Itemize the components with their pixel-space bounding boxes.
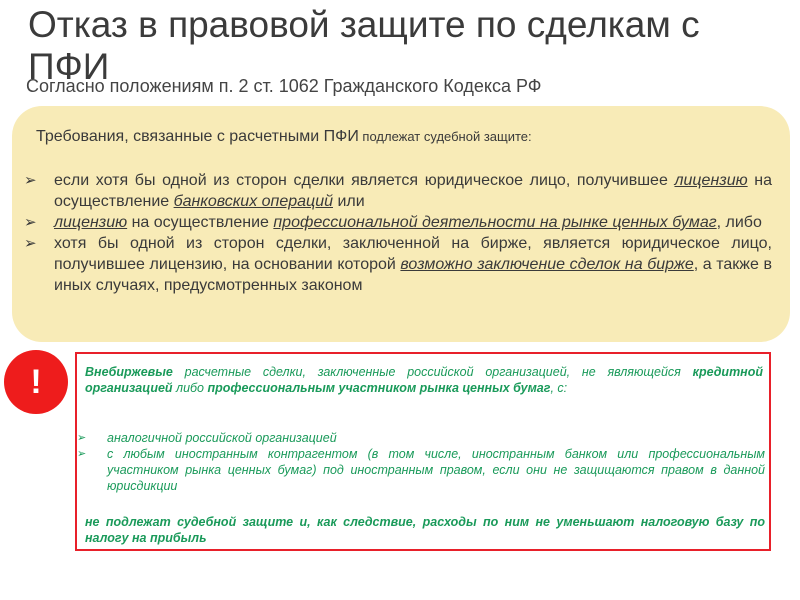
text: , с: — [550, 381, 568, 395]
subtitle: Согласно положениям п. 2 ст. 1062 Гражданского Кодекса РФ — [26, 76, 542, 96]
text: или — [333, 193, 365, 210]
arrow-bullet-icon: ➢ — [77, 448, 87, 460]
link-professional-activity: профессиональной деятельности на рынке ценных бумаг — [273, 214, 717, 231]
text: на осуществление — [127, 214, 274, 231]
text: расчетные сделки, заключенные российской организацией, не являющейся — [172, 365, 693, 379]
arrow-bullet-icon: ➢ — [77, 432, 87, 444]
requirements-list — [24, 170, 772, 296]
list-item — [24, 170, 772, 212]
alert-footer: не подлежат судебной защите и, как следствие, расходы по ним не уменьшают налоговую базу по налогу на прибыль — [85, 515, 765, 545]
text: если хотя бы одной из сторон сделки является юридическое лицо, получившее — [54, 172, 675, 189]
text: кредитной организацией — [85, 365, 763, 395]
heading-main: Требования, связанные с расчетными ПФИ — [36, 128, 359, 145]
text: с любым иностранным контрагентом (в том числе, иностранным банком или профессиональным участником рынка ценных бумаг) под иностранным правом, если они не защищаются правом в данной юрисдикции — [107, 447, 765, 493]
text: либо — [172, 381, 208, 395]
link-license: лицензию — [674, 172, 748, 189]
link-exchange-deals: возможно заключение сделок на бирже — [400, 256, 694, 273]
text: , а также в иных случаях, предусмотренных законом — [54, 256, 772, 294]
page-title: Отказ в правовой защите по сделкам с ПФИ — [28, 4, 700, 87]
arrow-bullet-icon: ➢ — [24, 214, 37, 231]
text: , либо — [716, 214, 762, 231]
alert-list — [77, 430, 765, 494]
arrow-bullet-icon: ➢ — [24, 235, 37, 252]
heading-tail: подлежат судебной защите: — [358, 129, 532, 144]
list-item — [77, 430, 765, 446]
alert-box — [75, 352, 771, 551]
exclamation-icon: ! — [4, 350, 68, 414]
text: профессиональным участником рынка ценных бумаг — [207, 381, 551, 395]
requirements-heading — [36, 128, 532, 146]
link-banking-operations: банковских операций — [173, 193, 333, 210]
alert-paragraph — [85, 364, 763, 396]
list-item — [77, 446, 765, 494]
list-item — [24, 212, 772, 233]
text: Внебиржевые — [85, 365, 173, 379]
list-item — [24, 233, 772, 296]
text: на осуществление — [54, 172, 772, 210]
text: хотя бы одной из сторон сделки, заключенной на бирже, является юридическое лицо, получившее лицензию, на основании которой — [54, 235, 772, 273]
arrow-bullet-icon: ➢ — [24, 172, 37, 189]
link-license: лицензию — [54, 214, 128, 231]
text: аналогичной российской организацией — [107, 431, 337, 445]
